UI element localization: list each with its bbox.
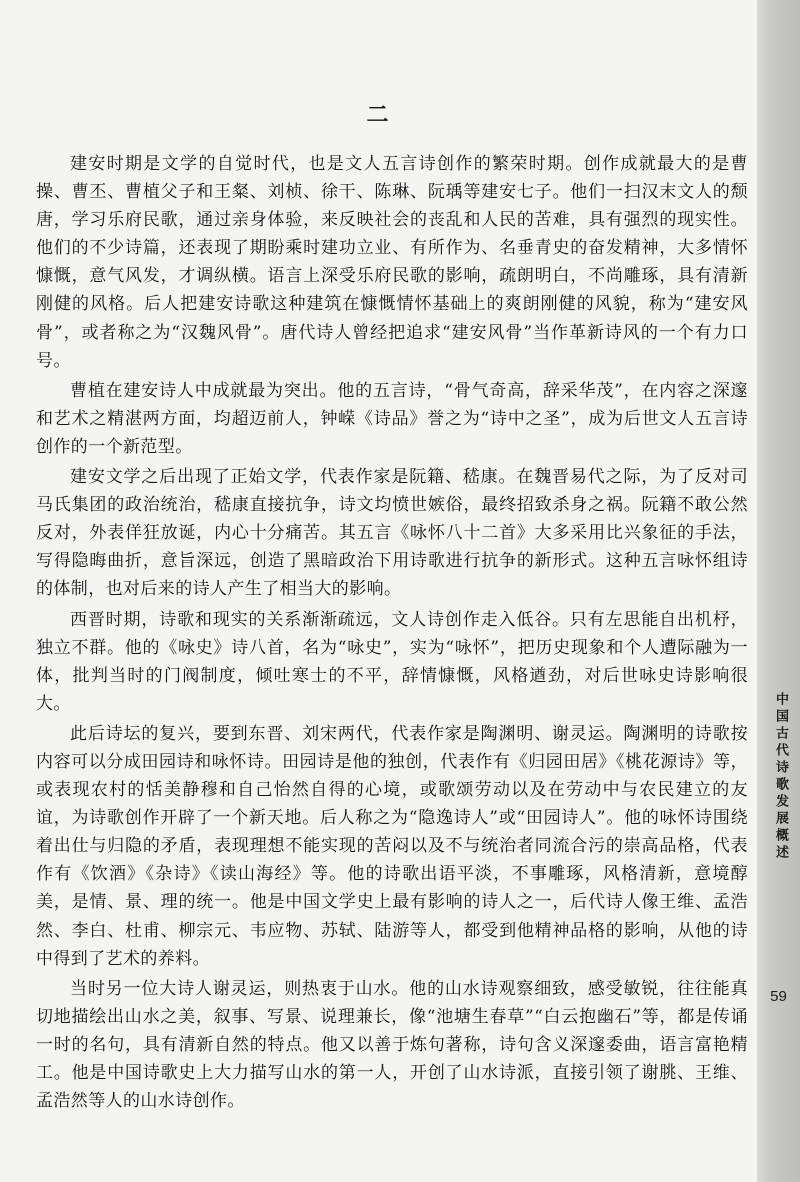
section-number: 二 [366,102,391,128]
body-text [36,150,748,1117]
paragraph-5: 此后诗坛的复兴，要到东晋、刘宋两代，代表作家是陶渊明、谢灵运。陶渊明的诗歌按内容可以分成田园诗和咏怀诗。田园诗是他的独创，代表作有《归园田居》《桃花源诗》等，或表现农村的恬美静穆和自己怡然自得的心境，或歌颂劳动以及在劳动中与农民建立的友谊，为诗歌创作开辟了一个新天地。后人称之为“隐逸诗人”或“田园诗人”。他的咏怀诗围绕着出仕与归隐的矛盾，表现理想不能实现的苦闷以及不与统治者同流合污的崇高品格，代表作有《饮酒》《杂诗》《读山海经》等。他的诗歌出语平淡，不事雕琢，风格清新，意境醇美，是情、景、理的统一。他是中国文学史上最有影响的诗人之一，后代诗人像王维、孟浩然、李白、杜甫、柳宗元、韦应物、苏轼、陆游等人，都受到他精神品格的影响，从他的诗中得到了艺术的养料。 [36,723,748,969]
running-side-title: 中国古代诗歌发展概述 [773,692,788,862]
paragraph-4: 西晋时期，诗歌和现实的关系渐渐疏远，文人诗创作走入低谷。只有左思能自出机杼，独立不群。他的《咏史》诗八首，名为“咏史”，实为“咏怀”，把历史现象和个人遭际融为一体，批判当时的门阀制度，倾吐寒士的不平，辞情慷慨，风格遒劲，对后世咏史诗影响很大。 [36,609,748,714]
page-number: 59 [770,988,787,1005]
paragraph-3: 建安文学之后出现了正始文学，代表作家是阮籍、嵇康。在魏晋易代之际，为了反对司马氏集团的政治统治，嵇康直接抗争，诗文均愤世嫉俗，最终招致杀身之祸。阮籍不敢公然反对，外表佯狂放诞，内心十分痛苦。其五言《咏怀八十二首》大多采用比兴象征的手法，写得隐晦曲折，意旨深远，创造了黑暗政治下用诗歌进行抗争的新形式。这种五言咏怀组诗的体制，也对后来的诗人产生了相当大的影响。 [36,467,748,600]
paragraph-2: 曹植在建安诗人中成就最为突出。他的五言诗，“骨气奇高，辞采华茂”，在内容之深邃和艺术之精湛两方面，均超迈前人，钟嵘《诗品》誉之为“诗中之圣”，成为后世文人五言诗创作的一个新范型。 [36,380,748,457]
paragraph-1: 建安时期是文学的自觉时代，也是文人五言诗创作的繁荣时期。创作成就最大的是曹操、曹丕、曹植父子和王粲、刘桢、徐干、陈琳、阮瑀等建安七子。他们一扫汉末文人的颓唐，学习乐府民歌，通过亲身体验，来反映社会的丧乱和人民的苦难，具有强烈的现实性。他们的不少诗篇，还表现了期盼乘时建功立业、有所作为、名垂青史的奋发精神，大多情怀慷慨，意气风发，才调纵横。语言上深受乐府民歌的影响，疏朗明白，不尚雕琢，具有清新刚健的风格。后人把建安诗歌这种建筑在慷慨情怀基础上的爽朗刚健的风貌，称为“建安风骨”，或者称之为“汉魏风骨”。唐代诗人曾经把追求“建安风骨”当作革新诗风的一个有力口号。 [36,154,748,371]
paragraph-6: 当时另一位大诗人谢灵运，则热衷于山水。他的山水诗观察细致，感受敏锐，往往能真切地描绘出山水之美，叙事、写景、说理兼长，像“池塘生春草”“白云抱幽石”等，都是传诵一时的名句，具有清新自然的特点。他又以善于炼句著称，诗句含义深邃委曲，语言富艳精工。他是中国诗歌史上大力描写山水的第一人，开创了山水诗派，直接引领了谢朓、王维、孟浩然等人的山水诗创作。 [36,978,748,1112]
